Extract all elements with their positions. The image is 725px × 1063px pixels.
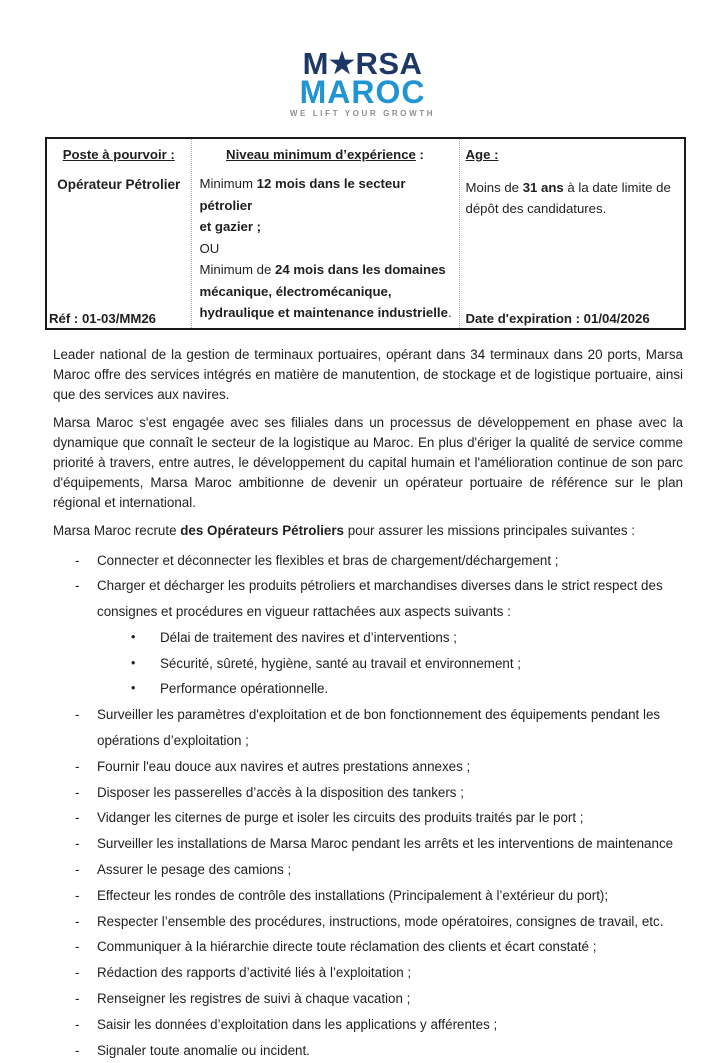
job-info-row <box>46 138 685 329</box>
mission-item <box>53 780 683 806</box>
logo-letter-m: M <box>303 46 329 81</box>
dash-marker: - <box>75 1038 97 1063</box>
bold-text-segment: 12 mois dans le secteur pétrolier <box>200 176 406 213</box>
bold-text-segment: et gazier ; <box>200 219 262 234</box>
expiration-date: Date d'expiration : 01/04/2026 <box>466 311 650 326</box>
star-icon: ★ <box>329 48 356 80</box>
dash-marker: - <box>75 754 97 780</box>
mission-item <box>53 573 683 625</box>
dash-marker: - <box>75 831 97 857</box>
position-header <box>53 145 185 165</box>
bold-text-segment: mécanique, électromécanique, <box>200 284 392 299</box>
mission-item <box>53 805 683 831</box>
logo-wordmark-maroc: MAROC <box>0 79 725 106</box>
experience-line <box>200 216 453 238</box>
text-segment: Marsa Maroc recrute <box>53 523 180 538</box>
mission-text: Performance opérationnelle. <box>160 676 683 702</box>
mission-text: Connecter et déconnecter les flexibles et bras de chargement/déchargement ; <box>97 548 683 574</box>
reference-number: Réf : 01-03/MM26 <box>49 311 156 326</box>
dash-marker: - <box>75 934 97 960</box>
dash-marker: - <box>75 986 97 1012</box>
age-text <box>466 177 679 219</box>
bold-text-segment: 31 ans <box>523 180 564 195</box>
experience-header <box>198 145 453 165</box>
mission-text: Sécurité, sûreté, hygiène, santé au travail et environnement ; <box>160 651 683 677</box>
experience-line <box>200 281 453 303</box>
logo-letters-rsa: RSA <box>355 46 422 81</box>
mission-item <box>53 1012 683 1038</box>
mission-text: Assurer le pesage des camions ; <box>97 857 683 883</box>
mission-text: Signaler toute anomalie ou incident. <box>97 1038 683 1063</box>
company-intro-paragraph: Leader national de la gestion de terminaux portuaires, opérant dans 34 terminaux dans 20 ports, Marsa Maroc offre des services intégrés en matière de manutention, de stockage et de logistique portuaire, ainsi que des services aux navires. <box>53 345 683 405</box>
document-body <box>53 345 683 1063</box>
text-segment: pour assurer les missions principales suivantes : <box>344 523 635 538</box>
recruitment-intro <box>53 521 683 541</box>
mission-item <box>53 986 683 1012</box>
experience-text <box>198 173 453 324</box>
company-strategy-paragraph: Marsa Maroc s'est engagée avec ses filiales dans un processus de développement en phase avec la dynamique que connaît le secteur de la logistique au Maroc. En plus d'ériger la qualité de service comme priorité à travers, entre autres, le développement du capital humain et l'amélioration continue de son parc d'équipements, Marsa Maroc ambitionne de devenir un opérateur portuaire de référence sur le plan régional et international. <box>53 413 683 513</box>
mission-text: Renseigner les registres de suivi à chaque vacation ; <box>97 986 683 1012</box>
mission-text: Fournir l'eau douce aux navires et autres prestations annexes ; <box>97 754 683 780</box>
text-segment: Moins de <box>466 180 523 195</box>
experience-line <box>200 259 453 281</box>
dash-marker: - <box>75 883 97 909</box>
mission-item <box>53 909 683 935</box>
mission-text: Saisir les données d’exploitation dans les applications y afférentes ; <box>97 1012 683 1038</box>
mission-item <box>53 883 683 909</box>
position-cell <box>46 138 191 329</box>
dash-marker: - <box>75 780 97 806</box>
dash-marker: - <box>75 702 97 754</box>
mission-item <box>53 625 683 651</box>
mission-item <box>53 548 683 574</box>
mission-text: Charger et décharger les produits pétroliers et marchandises diverses dans le strict respect des consignes et procédures en vigueur rattachées aux aspects suivants : <box>97 573 683 625</box>
text-segment: OU <box>200 241 220 256</box>
mission-item <box>53 831 683 857</box>
bold-text-segment: 24 mois dans les domaines <box>275 262 446 277</box>
dash-marker: - <box>75 857 97 883</box>
age-cell <box>459 138 685 329</box>
missions-list <box>53 548 683 1063</box>
mission-item <box>53 960 683 986</box>
mission-text: Délai de traitement des navires et d’interventions ; <box>160 625 683 651</box>
bullet-marker: • <box>131 651 160 677</box>
bold-text-segment: hydraulique et maintenance industrielle <box>200 305 448 320</box>
age-header-label: Age : <box>466 147 499 162</box>
dash-marker: - <box>75 573 97 625</box>
mission-text: Communiquer à la hiérarchie directe toute réclamation des clients et écart constaté ; <box>97 934 683 960</box>
mission-item <box>53 651 683 677</box>
dash-marker: - <box>75 805 97 831</box>
mission-text: Surveiller les installations de Marsa Maroc pendant les arrêts et les interventions de maintenance <box>97 831 683 857</box>
mission-item <box>53 754 683 780</box>
text-segment: Minimum de <box>200 262 275 277</box>
experience-line <box>200 302 453 324</box>
text-segment: . <box>448 305 452 320</box>
bullet-marker: • <box>131 676 160 702</box>
experience-line <box>200 173 453 216</box>
mission-text: Effecteur les rondes de contrôle des installations (Principalement à l’extérieur du port); <box>97 883 683 909</box>
position-value: Opérateur Pétrolier <box>53 177 185 192</box>
experience-header-colon: : <box>416 147 424 162</box>
dash-marker: - <box>75 1012 97 1038</box>
text-segment: à la date limite de dépôt des candidatures. <box>466 180 671 216</box>
mission-item <box>53 702 683 754</box>
dash-marker: - <box>75 909 97 935</box>
experience-line <box>200 238 453 260</box>
bullet-marker: • <box>131 625 160 651</box>
age-header <box>466 145 679 165</box>
dash-marker: - <box>75 960 97 986</box>
experience-cell <box>191 138 459 329</box>
text-segment: Minimum <box>200 176 257 191</box>
mission-text: Rédaction des rapports d’activité liés à l’exploitation ; <box>97 960 683 986</box>
mission-text: Respecter l’ensemble des procédures, instructions, mode opératoires, consignes de travail, etc. <box>97 909 683 935</box>
mission-item <box>53 1038 683 1063</box>
dash-marker: - <box>75 548 97 574</box>
mission-item <box>53 934 683 960</box>
logo-tagline: WE LIFT YOUR GROWTH <box>0 109 725 118</box>
job-info-table <box>45 137 686 330</box>
mission-item <box>53 676 683 702</box>
experience-header-label: Niveau minimum d’expérience <box>226 147 416 162</box>
position-header-label: Poste à pourvoir : <box>63 147 175 162</box>
mission-text: Surveiller les paramètres d'exploitation et de bon fonctionnement des équipements pendant les opérations d’exploitation ; <box>97 702 683 754</box>
mission-item <box>53 857 683 883</box>
mission-text: Disposer les passerelles d’accès à la disposition des tankers ; <box>97 780 683 806</box>
bold-text-segment: des Opérateurs Pétroliers <box>180 523 344 538</box>
marsa-maroc-logo <box>0 0 725 118</box>
mission-text: Vidanger les citernes de purge et isoler les circuits des produits traités par le port ; <box>97 805 683 831</box>
